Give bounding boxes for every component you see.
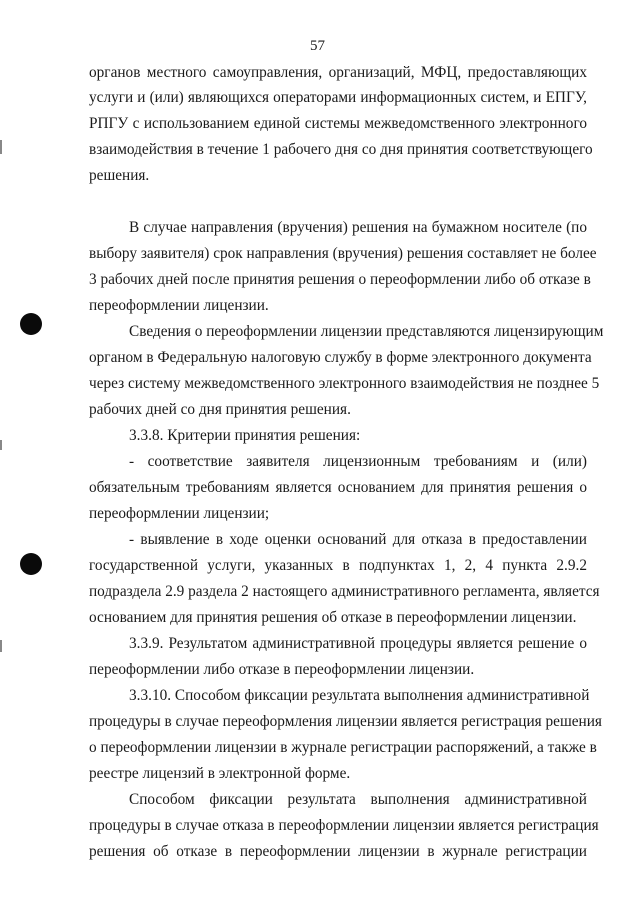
text-line: переоформлении лицензии. xyxy=(89,297,269,314)
text-line: основанием для принятия решения об отказе в переоформлении лицензии. xyxy=(89,609,577,626)
text-line: обязательным требованиям является основанием для принятия решения о xyxy=(89,479,587,496)
scan-edge-mark xyxy=(0,640,2,652)
text-line: 3 рабочих дней после принятия решения о переоформлении либо об отказе в xyxy=(89,271,591,288)
text-line: взаимодействия в течение 1 рабочего дня со дня принятия соответствующего xyxy=(89,141,593,158)
text-line: Способом фиксации результата выполнения административной xyxy=(129,791,587,808)
scan-edge-mark xyxy=(0,440,2,450)
text-line: Сведения о переоформлении лицензии представляются лицензирующим xyxy=(129,323,604,340)
text-line: выбору заявителя) срок направления (вручения) решения составляет не более xyxy=(89,245,597,262)
text-line: подраздела 2.9 раздела 2 настоящего административного регламента, является xyxy=(89,583,600,600)
text-line: РПГУ с использованием единой системы межведомственного электронного xyxy=(89,115,587,132)
text-line: 3.3.10. Способом фиксации результата выполнения административной xyxy=(129,687,590,704)
text-line: решения об отказе в переоформлении лицензии в журнале регистрации xyxy=(89,843,587,860)
text-line: решения. xyxy=(89,167,150,184)
text-line: переоформлении либо отказе в переоформлении лицензии. xyxy=(89,661,475,678)
text-line: - соответствие заявителя лицензионным требованиям и (или) xyxy=(129,453,587,470)
text-line: органов местного самоуправления, организаций, МФЦ, предоставляющих xyxy=(89,64,587,81)
text-line: через систему межведомственного электронного взаимодействия не позднее 5 xyxy=(89,375,600,392)
punch-hole-bottom xyxy=(20,553,42,575)
text-line: 3.3.9. Результатом административной процедуры является решение о xyxy=(129,635,587,652)
text-line: о переоформлении лицензии в журнале регистрации распоряжений, а также в xyxy=(89,739,597,756)
text-line: государственной услуги, указанных в подпунктах 1, 2, 4 пункта 2.9.2 xyxy=(89,557,587,574)
text-line: услуги и (или) являющихся операторами информационных систем, и ЕПГУ, xyxy=(89,89,587,106)
text-line: реестре лицензий в электронной форме. xyxy=(89,765,351,782)
page-number: 57 xyxy=(310,38,325,54)
punch-hole-top xyxy=(20,313,42,335)
scan-edge-mark xyxy=(0,140,2,154)
text-line: процедуры в случае переоформления лицензии является регистрация решения xyxy=(89,713,602,730)
text-line: В случае направления (вручения) решения на бумажном носителе (по xyxy=(129,219,587,236)
text-line: 3.3.8. Критерии принятия решения: xyxy=(129,427,361,444)
text-line: процедуры в случае отказа в переоформлении лицензии является регистрация xyxy=(89,817,599,834)
text-line: переоформлении лицензии; xyxy=(89,505,270,522)
text-line: рабочих дней со дня принятия решения. xyxy=(89,401,351,418)
text-line: - выявление в ходе оценки оснований для отказа в предоставлении xyxy=(129,531,587,548)
text-line: органом в Федеральную налоговую службу в форме электронного документа xyxy=(89,349,592,366)
